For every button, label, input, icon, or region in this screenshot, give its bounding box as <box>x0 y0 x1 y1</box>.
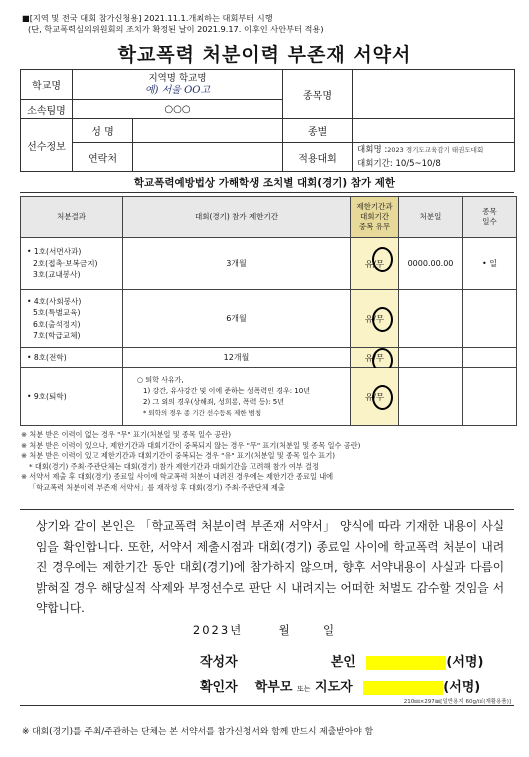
note-line: ※ 처분 받은 이력이 있고 제한기간과 대회기간이 중복되는 경우 "유" 표기(처분일 및 종목 일수 표기) <box>21 451 336 461</box>
applicable-cell[interactable] <box>351 238 399 290</box>
name-field[interactable] <box>133 119 283 143</box>
period-cell: 12개월 <box>123 348 351 368</box>
event-label: 종목명 <box>283 70 353 119</box>
circle-mark-icon <box>372 307 393 332</box>
measure-line: 5호(특별교육) <box>33 308 81 317</box>
writer-signature-row <box>200 651 483 670</box>
name-label: 성 명 <box>73 119 133 143</box>
divider <box>20 192 514 193</box>
date-day: 일 <box>323 623 337 637</box>
note-line: 「학교폭력 처분이력 부존재 서약서」를 재작성 후 대회(경기) 주최·주관단체 제출 <box>29 482 285 492</box>
date-cell[interactable] <box>399 290 463 348</box>
expel-condition-cell <box>123 368 351 426</box>
measure-line: • 1호(서면사과) <box>27 247 82 257</box>
tournament-name: 2023 경기도교육감기 태권도대회 <box>387 146 484 154</box>
divider <box>20 509 514 510</box>
athlete-info-table <box>20 69 515 172</box>
tournament-period-label: 대회기간: <box>357 159 396 169</box>
table-row <box>21 238 517 290</box>
header-event-l2: 일수 <box>482 217 497 226</box>
applicable-cell[interactable] <box>351 290 399 348</box>
paper-spec: 210㎜×297㎜[일반용지 60g/㎡(재활용품)] <box>403 699 511 705</box>
team-label: 소속팀명 <box>21 100 73 119</box>
self-seal: (서명) <box>446 655 484 670</box>
event-field[interactable] <box>353 70 515 119</box>
school-value: 지역명 학교명 <box>148 72 207 84</box>
measure-cell <box>21 348 123 368</box>
school-field[interactable] <box>73 70 283 100</box>
confirmer-signature-row <box>200 676 480 695</box>
notice <box>22 13 324 35</box>
tournament-field[interactable] <box>353 143 515 172</box>
note-line: ※ 처분 받은 이력이 있으나, 제한기간과 대회기간이 중복되지 않는 경우 "무" 표기(처분일 및 종목 일수 공란) <box>21 440 361 450</box>
applicable-cell[interactable] <box>351 368 399 426</box>
notice-line-1: ■[지역 및 전국 대회 참가신청용] 2021.11.1.개최하는 대회부터 시행 <box>22 13 273 23</box>
yes-no-choice: 유/무 <box>364 314 385 325</box>
gender-field[interactable] <box>353 119 515 143</box>
measure-line: 2호(접촉·보복금지) <box>33 258 98 268</box>
header-date: 처분일 <box>399 197 463 238</box>
tournament-period: 10/5~10/8 <box>395 159 441 169</box>
expel-line: ○ 퇴학 사유가, <box>137 375 184 384</box>
tournament-name-label: 대회명 : <box>357 145 388 155</box>
circle-mark-icon <box>372 385 393 410</box>
note-line: ※ 서약서 제출 후 대회(경기) 종료일 사이에 학교폭력 처분이 내려진 경우에는 제한기간 종료일 내에 <box>21 472 334 482</box>
contact-field[interactable] <box>133 143 283 172</box>
contact-label: 연락처 <box>73 143 133 172</box>
event-days-cell[interactable] <box>463 348 517 368</box>
measure-line: 7호(학급교체) <box>33 331 81 340</box>
measure-line: • 4호(사회봉사) <box>27 296 82 306</box>
measure-cell <box>21 238 123 290</box>
yes-no-choice: 유/무 <box>364 259 385 270</box>
header-period: 대회(경기) 참가 제한기간 <box>123 197 351 238</box>
self-signature-box[interactable] <box>366 656 446 670</box>
header-applicable <box>351 197 399 238</box>
measure-line: 3호(교내봉사) <box>33 270 81 280</box>
date-month: 월 <box>278 623 292 637</box>
confirmer-seal: (서명) <box>443 680 481 695</box>
yes-no-choice: 유/무 <box>364 353 385 364</box>
circle-mark-icon <box>372 247 393 272</box>
footer-note: ※ 대회(경기)를 주최/주관하는 단체는 본 서약서를 참가신청서와 함께 반드시 제출받아야 함 <box>22 727 374 737</box>
date-line <box>0 622 529 638</box>
or-label: 또는 <box>296 685 311 693</box>
header-measure: 처분결과 <box>21 197 123 238</box>
self-label: 본인 <box>330 655 356 670</box>
divider <box>20 705 514 706</box>
notes <box>21 430 360 494</box>
measure-cell <box>21 290 123 348</box>
header-event-l1: 종목 <box>482 207 497 216</box>
note-line: * 대회(경기) 주최·주관단체는 대회(경기) 참가 제한기간과 대회기간을 고려해 참가 여부 결정 <box>29 461 319 471</box>
table-row <box>21 368 517 426</box>
header-applicable-l2: 대회기간 <box>360 212 389 221</box>
applicable-cell[interactable] <box>351 348 399 368</box>
header-applicable-l3: 중복 유무 <box>358 222 391 231</box>
yes-no-choice: 유/무 <box>364 392 385 403</box>
restriction-title: 학교폭력예방법상 가해학생 조치별 대회(경기) 참가 제한 <box>133 177 396 189</box>
header-event-days <box>463 197 517 238</box>
period-cell: 3개월 <box>123 238 351 290</box>
notice-line-2: (단, 학교폭력심의위원회의 조치가 확정된 날이 2021.9.17. 이후인 사안부터 적용) <box>28 24 324 35</box>
table-row <box>21 290 517 348</box>
date-cell[interactable] <box>399 348 463 368</box>
parent-label: 학부모 <box>254 680 293 695</box>
event-days-cell[interactable] <box>463 368 517 426</box>
pledge-text: 상기와 같이 본인은 「학교폭력 처분이력 부존재 서약서」 양식에 따라 기재한 내용이 사실임을 확인합니다. 또한, 서약서 제출시점과 대회(경기) 종료일 사이에 학교폭력 처분이 내려진 경우에는 제한기간 동안 대회(경기)에 참가하지 않으며, 향후 서약내용이 사실과 다름이 밝혀질 경우 해당실적 삭제와 부정선수로 판단 시 내려지는 어떠한 처벌도 감수할 것임을 서약합니다. <box>36 519 504 615</box>
table-row <box>21 348 517 368</box>
measure-line: • 9호(퇴학) <box>27 391 67 401</box>
measure-line: • 8호(전학) <box>27 352 67 362</box>
school-example: 예) 서울 OO고 <box>144 84 211 96</box>
coach-label: 지도자 <box>315 680 353 695</box>
team-field[interactable]: ○○○ <box>73 100 283 119</box>
confirmer-signature-box[interactable] <box>363 681 443 695</box>
date-year: 2023년 <box>192 623 244 637</box>
school-label: 학교명 <box>21 70 73 100</box>
period-cell: 6개월 <box>123 290 351 348</box>
note-line: ※ 처분 받은 이력이 없는 경우 "무" 표기(처분일 및 종목 일수 공란) <box>21 430 232 439</box>
athlete-label: 선수정보 <box>21 119 73 172</box>
header-applicable-l1: 제한기간과 <box>356 202 393 211</box>
page-title: 학교폭력 처분이력 부존재 서약서 <box>117 44 412 66</box>
expel-line: 2) 그 외의 경우(상해죄, 성희롱, 폭력 등): 5년 <box>143 397 284 406</box>
restriction-table <box>20 196 517 426</box>
measure-cell <box>21 368 123 426</box>
confirmer-label: 확인자 <box>200 680 238 695</box>
date-cell[interactable] <box>399 368 463 426</box>
date-cell[interactable]: 0000.00.00 <box>399 238 463 290</box>
gender-label: 종별 <box>283 119 353 143</box>
tournament-label: 적용대회 <box>283 143 353 172</box>
writer-label: 작성자 <box>200 655 238 670</box>
measure-line: 6호(출석정지) <box>33 319 81 329</box>
expel-line: * 퇴학의 경우 종 기간 선수등록 제한 범칭 <box>143 408 262 417</box>
event-days-cell[interactable]: • 일 <box>463 238 517 290</box>
expel-line: 1) 강간, 유사강간 및 이에 준하는 성폭력인 경우: 10년 <box>143 386 310 395</box>
event-days-cell[interactable] <box>463 290 517 348</box>
